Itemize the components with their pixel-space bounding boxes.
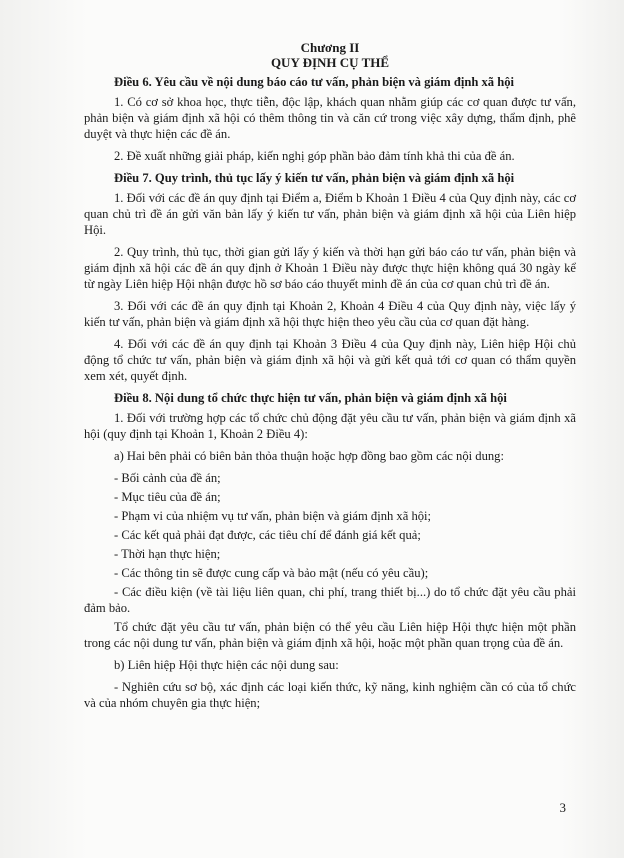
article-7-paragraph-1: 1. Đối với các đề án quy định tại Điểm a, Điểm b Khoản 1 Điều 4 của Quy định này, các cơ quan chủ trì đề án gửi văn bản lấy ý kiến tư vấn, phản biện và giám định xã hội của Liên hiệp Hội. xyxy=(84,191,576,237)
article-6-paragraph-1: 1. Có cơ sở khoa học, thực tiễn, độc lập, khách quan nhằm giúp các cơ quan được tư vấn, phản biện và giám định xã hội có thêm thông tin và căn cứ trong việc xây dựng, thẩm định, phê duyệt và thực hiện các đề án. xyxy=(84,95,576,141)
article-7-paragraph-2: 2. Quy trình, thủ tục, thời gian gửi lấy ý kiến và thời hạn gửi báo cáo tư vấn, phản biện và giám định xã hội các đề án quy định ở Khoản 1 Điều này được thực hiện không quá 30 ngày kể từ ngày Liên hiệp Hội nhận được hồ sơ báo cáo thuyết minh đề án của cơ quan chủ trì đề án. xyxy=(84,245,576,291)
list-item: - Thời hạn thực hiện; xyxy=(114,547,221,561)
list-item: - Mục tiêu của đề án; xyxy=(114,490,221,504)
list-item: - Phạm vi của nhiệm vụ tư vấn, phản biện và giám định xã hội; xyxy=(114,509,432,523)
article-8-paragraph-1: 1. Đối với trường hợp các tổ chức chủ động đặt yêu cầu tư vấn, phản biện và giám định xã hội (quy định tại Khoản 1, Khoản 2 Điều 4): xyxy=(84,411,576,441)
chapter-title: QUY ĐỊNH CỤ THỂ xyxy=(270,55,390,70)
article-8-item-b-intro: b) Liên hiệp Hội thực hiện các nội dung sau: xyxy=(114,658,339,672)
chapter-label: Chương II xyxy=(300,40,360,55)
list-item: - Các kết quả phải đạt được, các tiêu chí để đánh giá kết quả; xyxy=(114,528,421,542)
article-6-heading: Điều 6. Yêu cầu về nội dung báo cáo tư vấn, phản biện và giám định xã hội xyxy=(114,75,515,89)
article-7-paragraph-4: 4. Đối với các đề án quy định tại Khoản 3 Điều 4 của Quy định này, Liên hiệp Hội chủ động tổ chức tư vấn, phản biện và giám định xã hội và gửi kết quả tới cơ quan có thẩm quyền xem xét, quyết định. xyxy=(84,337,576,383)
page-number: 3 xyxy=(559,800,566,815)
article-8-heading: Điều 8. Nội dung tổ chức thực hiện tư vấn, phản biện và giám định xã hội xyxy=(114,391,507,405)
list-item: - Bối cảnh của đề án; xyxy=(114,471,221,485)
list-item: - Nghiên cứu sơ bộ, xác định các loại kiến thức, kỹ năng, kinh nghiệm cần có của tổ chức và của nhóm chuyên gia thực hiện; xyxy=(84,680,576,710)
article-7-heading: Điều 7. Quy trình, thủ tục lấy ý kiến tư vấn, phản biện và giám định xã hội xyxy=(114,171,515,185)
article-7-paragraph-3: 3. Đối với các đề án quy định tại Khoản 2, Khoản 4 Điều 4 của Quy định này, việc lấy ý kiến tư vấn, phản biện và giám định xã hội thực hiện theo yêu cầu của cơ quan đặt hàng. xyxy=(84,299,576,329)
article-8-organization-paragraph: Tổ chức đặt yêu cầu tư vấn, phản biện có thể yêu cầu Liên hiệp Hội thực hiện một phần trong các nội dung tư vấn, phản biện và giám định xã hội, hoặc một phần quan trọng của đề án. xyxy=(84,620,576,650)
list-item: - Các thông tin sẽ được cung cấp và bảo mật (nếu có yêu cầu); xyxy=(114,566,429,580)
list-item: - Các điều kiện (về tài liệu liên quan, chi phí, trang thiết bị...) do tổ chức đặt yêu cầu phải đảm bảo. xyxy=(84,585,576,615)
article-8-item-a-list xyxy=(84,470,576,616)
article-6-paragraph-2: 2. Đề xuất những giải pháp, kiến nghị góp phần bảo đảm tính khả thi của đề án. xyxy=(114,149,515,163)
article-8-item-b-list xyxy=(84,679,576,711)
article-8-item-a-intro: a) Hai bên phải có biên bản thỏa thuận hoặc hợp đồng bao gồm các nội dung: xyxy=(114,449,504,463)
